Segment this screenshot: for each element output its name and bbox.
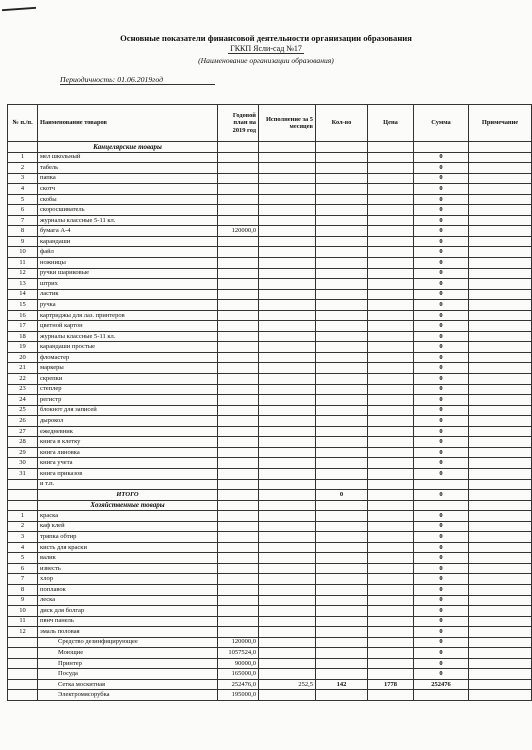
row-sum: 0 xyxy=(414,521,469,532)
annual-plan: 90000,0 xyxy=(218,658,259,669)
row-number: 3 xyxy=(8,173,38,184)
table-row xyxy=(8,426,532,437)
row-sum: 0 xyxy=(414,384,469,395)
annual-plan xyxy=(218,173,259,184)
table-row xyxy=(8,289,532,300)
table-row xyxy=(8,606,532,617)
table-row xyxy=(8,658,532,669)
annual-plan xyxy=(218,289,259,300)
table-row xyxy=(8,173,532,184)
col-sum: Сумма xyxy=(414,105,469,142)
annual-plan xyxy=(218,405,259,416)
row-number: 14 xyxy=(8,289,38,300)
price xyxy=(368,637,414,648)
annual-plan xyxy=(218,342,259,353)
row-number: 12 xyxy=(8,268,38,279)
price xyxy=(368,658,414,669)
annual-plan: 165000,0 xyxy=(218,669,259,680)
item-name: картриджы для лаз. принтеров xyxy=(38,310,218,321)
table-row xyxy=(8,553,532,564)
item-name: поплавок xyxy=(38,584,218,595)
row-number: 12 xyxy=(8,627,38,638)
item-name: маркеры xyxy=(38,363,218,374)
row-number: 6 xyxy=(8,205,38,216)
table-row xyxy=(8,163,532,174)
annual-plan xyxy=(218,416,259,427)
row-sum: 0 xyxy=(414,458,469,469)
annual-plan xyxy=(218,437,259,448)
row-sum: 0 xyxy=(414,584,469,595)
table-row xyxy=(8,416,532,427)
table-row xyxy=(8,637,532,648)
row-number: 22 xyxy=(8,374,38,385)
table-row xyxy=(8,521,532,532)
row-sum: 0 xyxy=(414,289,469,300)
row-sum: 0 xyxy=(414,279,469,290)
row-number: 1 xyxy=(8,511,38,522)
item-name: книга учета xyxy=(38,458,218,469)
row-sum: 0 xyxy=(414,405,469,416)
row-sum: 252476 xyxy=(414,679,469,690)
row-number: 7 xyxy=(8,215,38,226)
item-name: книга в клетку xyxy=(38,437,218,448)
item-name: карандаши xyxy=(38,236,218,247)
row-number: 5 xyxy=(8,194,38,205)
table-row xyxy=(8,194,532,205)
item-name: известь xyxy=(38,563,218,574)
item-name: книга приказов xyxy=(38,468,218,479)
annual-plan xyxy=(218,236,259,247)
item-name: каф клей xyxy=(38,521,218,532)
item-name: скобы xyxy=(38,194,218,205)
table-row xyxy=(8,321,532,332)
etc-label: и т.п. xyxy=(38,479,218,490)
item-name: ручка xyxy=(38,300,218,311)
periodicity: Периодичность: 01.06.2019год xyxy=(60,75,215,85)
item-name: диск для болгар xyxy=(38,606,218,617)
table-row xyxy=(8,574,532,585)
row-sum: 0 xyxy=(414,553,469,564)
table-row xyxy=(8,437,532,448)
row-sum: 0 xyxy=(414,247,469,258)
row-sum: 0 xyxy=(414,342,469,353)
item-name: валик xyxy=(38,553,218,564)
annual-plan xyxy=(218,352,259,363)
row-number: 16 xyxy=(8,310,38,321)
row-sum: 0 xyxy=(414,163,469,174)
row-number: 7 xyxy=(8,574,38,585)
row-number: 2 xyxy=(8,521,38,532)
table-row xyxy=(8,374,532,385)
row-sum: 0 xyxy=(414,447,469,458)
annual-plan xyxy=(218,310,259,321)
annual-plan: 120000,0 xyxy=(218,226,259,237)
row-number: 8 xyxy=(8,226,38,237)
item-name: пвнч панель xyxy=(38,616,218,627)
table-row xyxy=(8,279,532,290)
total-row xyxy=(8,490,532,501)
table-row xyxy=(8,258,532,269)
row-sum: 0 xyxy=(414,648,469,659)
item-name: Принтер xyxy=(38,658,218,669)
quantity xyxy=(316,648,368,659)
table-row xyxy=(8,627,532,638)
col-note: Примечание xyxy=(469,105,532,142)
table-row xyxy=(8,268,532,279)
table-row xyxy=(8,679,532,690)
row-number: 31 xyxy=(8,468,38,479)
row-sum: 0 xyxy=(414,627,469,638)
annual-plan xyxy=(218,447,259,458)
col-plan: Годовой план на 2019 год xyxy=(218,105,259,142)
row-number: 24 xyxy=(8,395,38,406)
annual-plan xyxy=(218,194,259,205)
row-sum: 0 xyxy=(414,511,469,522)
table-row xyxy=(8,236,532,247)
annual-plan xyxy=(218,300,259,311)
annual-plan xyxy=(218,184,259,195)
row-number: 5 xyxy=(8,553,38,564)
row-sum: 0 xyxy=(414,563,469,574)
item-name: штрих xyxy=(38,279,218,290)
annual-plan xyxy=(218,268,259,279)
row-number: 15 xyxy=(8,300,38,311)
col-qty: Кол-во xyxy=(316,105,368,142)
annual-plan xyxy=(218,384,259,395)
section-header xyxy=(8,142,532,153)
execution xyxy=(259,690,316,701)
table-row xyxy=(8,468,532,479)
item-name: тряпка обтир xyxy=(38,532,218,543)
row-sum: 0 xyxy=(414,374,469,385)
item-name: ножницы xyxy=(38,258,218,269)
row-sum: 0 xyxy=(414,152,469,163)
item-name: эмаль половая xyxy=(38,627,218,638)
item-name: Сетка москитная xyxy=(38,679,218,690)
price xyxy=(368,690,414,701)
row-sum: 0 xyxy=(414,321,469,332)
row-sum: 0 xyxy=(414,669,469,680)
row-number: 11 xyxy=(8,616,38,627)
annual-plan: 195000,0 xyxy=(218,690,259,701)
table-row xyxy=(8,310,532,321)
organization-name: ГККП Ясли-сад №17 xyxy=(230,44,302,53)
table-row xyxy=(8,300,532,311)
annual-plan xyxy=(218,258,259,269)
row-sum: 0 xyxy=(414,300,469,311)
table-row xyxy=(8,184,532,195)
row-sum: 0 xyxy=(414,468,469,479)
row-sum: 0 xyxy=(414,258,469,269)
execution xyxy=(259,648,316,659)
row-sum: 0 xyxy=(414,606,469,617)
etc-row xyxy=(8,479,532,490)
table-row xyxy=(8,584,532,595)
annual-plan xyxy=(218,363,259,374)
row-sum: 0 xyxy=(414,236,469,247)
item-name: ручки шариковые xyxy=(38,268,218,279)
table-row xyxy=(8,363,532,374)
row-number: 3 xyxy=(8,532,38,543)
item-name: дырокол xyxy=(38,416,218,427)
col-price: Цена xyxy=(368,105,414,142)
row-sum: 0 xyxy=(414,637,469,648)
table-row xyxy=(8,405,532,416)
quantity xyxy=(316,690,368,701)
item-name: фломастер xyxy=(38,352,218,363)
table-row xyxy=(8,690,532,701)
item-name: Электромясорубка xyxy=(38,690,218,701)
item-name: Посуда xyxy=(38,669,218,680)
item-name: цветной картон xyxy=(38,321,218,332)
row-number: 10 xyxy=(8,606,38,617)
row-number: 4 xyxy=(8,542,38,553)
financial-table xyxy=(7,104,532,701)
row-number: 29 xyxy=(8,447,38,458)
row-number: 6 xyxy=(8,563,38,574)
row-sum: 0 xyxy=(414,268,469,279)
row-sum: 0 xyxy=(414,173,469,184)
item-name: файл xyxy=(38,247,218,258)
table-row xyxy=(8,152,532,163)
col-exec: Исполнение за 5 месяцев xyxy=(259,105,316,142)
annual-plan: 120000,0 xyxy=(218,637,259,648)
row-number: 30 xyxy=(8,458,38,469)
annual-plan xyxy=(218,458,259,469)
table-row xyxy=(8,511,532,522)
price xyxy=(368,669,414,680)
table-row xyxy=(8,616,532,627)
row-sum: 0 xyxy=(414,226,469,237)
row-number: 28 xyxy=(8,437,38,448)
annual-plan xyxy=(218,374,259,385)
table-row xyxy=(8,247,532,258)
row-number: 19 xyxy=(8,342,38,353)
quantity xyxy=(316,658,368,669)
total-qty: 0 xyxy=(316,490,368,501)
item-name: карандаши простые xyxy=(38,342,218,353)
row-sum: 0 xyxy=(414,574,469,585)
annual-plan xyxy=(218,321,259,332)
row-sum: 0 xyxy=(414,184,469,195)
quantity xyxy=(316,637,368,648)
item-name: книга линовка xyxy=(38,447,218,458)
item-name: кисть для краски xyxy=(38,542,218,553)
section-title: Хозяйственные товары xyxy=(38,500,218,511)
table-row xyxy=(8,215,532,226)
row-sum: 0 xyxy=(414,426,469,437)
table-row xyxy=(8,563,532,574)
row-sum: 0 xyxy=(414,658,469,669)
row-number: 8 xyxy=(8,584,38,595)
col-name: Наименование товаров xyxy=(38,105,218,142)
row-sum: 0 xyxy=(414,205,469,216)
table-row xyxy=(8,532,532,543)
row-number: 2 xyxy=(8,163,38,174)
section-header xyxy=(8,500,532,511)
item-name: ластик xyxy=(38,289,218,300)
section-title: Канцелярские товары xyxy=(38,142,218,153)
table-row xyxy=(8,447,532,458)
organization-caption: (Наименование организации образования) xyxy=(198,56,334,65)
item-name: Средство дезинфицирующее xyxy=(38,637,218,648)
row-number: 9 xyxy=(8,595,38,606)
row-sum xyxy=(414,690,469,701)
table-row xyxy=(8,226,532,237)
execution xyxy=(259,637,316,648)
table-row xyxy=(8,384,532,395)
item-name: Моющие xyxy=(38,648,218,659)
price: 1778 xyxy=(368,679,414,690)
total-sum: 0 xyxy=(414,490,469,501)
row-sum: 0 xyxy=(414,437,469,448)
item-name: журналы классные 5-11 кл. xyxy=(38,215,218,226)
table-row xyxy=(8,352,532,363)
execution xyxy=(259,658,316,669)
table-row xyxy=(8,342,532,353)
row-number: 1 xyxy=(8,152,38,163)
price xyxy=(368,648,414,659)
row-sum: 0 xyxy=(414,194,469,205)
row-number: 13 xyxy=(8,279,38,290)
item-name: степлер xyxy=(38,384,218,395)
annual-plan xyxy=(218,152,259,163)
item-name: хлор xyxy=(38,574,218,585)
total-label: ИТОГО xyxy=(38,490,218,501)
row-number: 27 xyxy=(8,426,38,437)
row-number: 10 xyxy=(8,247,38,258)
item-name: блокнот для записей xyxy=(38,405,218,416)
quantity: 142 xyxy=(316,679,368,690)
table-row xyxy=(8,595,532,606)
item-name: краска xyxy=(38,511,218,522)
item-name: леска xyxy=(38,595,218,606)
row-number: 26 xyxy=(8,416,38,427)
table-body xyxy=(8,142,532,701)
table-row xyxy=(8,669,532,680)
row-sum: 0 xyxy=(414,395,469,406)
annual-plan xyxy=(218,163,259,174)
item-name: бумага А-4 xyxy=(38,226,218,237)
quantity xyxy=(316,669,368,680)
item-name: мел школьный xyxy=(38,152,218,163)
row-sum: 0 xyxy=(414,215,469,226)
row-sum: 0 xyxy=(414,363,469,374)
row-sum: 0 xyxy=(414,532,469,543)
annual-plan: 252476,0 xyxy=(218,679,259,690)
pen-mark xyxy=(2,7,36,11)
item-name: табель xyxy=(38,163,218,174)
row-sum: 0 xyxy=(414,331,469,342)
item-name: регистр xyxy=(38,395,218,406)
row-number: 9 xyxy=(8,236,38,247)
execution xyxy=(259,669,316,680)
table-header-row xyxy=(8,105,532,142)
row-sum: 0 xyxy=(414,595,469,606)
row-sum: 0 xyxy=(414,542,469,553)
document-title: Основные показатели финансовой деятельности организации образования xyxy=(120,33,412,43)
col-number: № п./п. xyxy=(8,105,38,142)
annual-plan xyxy=(218,331,259,342)
item-name: ежедневник xyxy=(38,426,218,437)
row-sum: 0 xyxy=(414,352,469,363)
table-row xyxy=(8,395,532,406)
table-row xyxy=(8,458,532,469)
annual-plan xyxy=(218,395,259,406)
annual-plan xyxy=(218,247,259,258)
row-number: 17 xyxy=(8,321,38,332)
annual-plan xyxy=(218,468,259,479)
table-row xyxy=(8,542,532,553)
row-number: 4 xyxy=(8,184,38,195)
row-sum: 0 xyxy=(414,616,469,627)
annual-plan xyxy=(218,426,259,437)
item-name: журналы классные 5-11 кл. xyxy=(38,331,218,342)
row-number: 20 xyxy=(8,352,38,363)
annual-plan: 1057524,0 xyxy=(218,648,259,659)
item-name: скоросшиватель xyxy=(38,205,218,216)
annual-plan xyxy=(218,279,259,290)
item-name: скотч xyxy=(38,184,218,195)
annual-plan xyxy=(218,215,259,226)
row-number: 25 xyxy=(8,405,38,416)
row-number: 21 xyxy=(8,363,38,374)
row-sum: 0 xyxy=(414,310,469,321)
table-row xyxy=(8,331,532,342)
row-number: 11 xyxy=(8,258,38,269)
item-name: папка xyxy=(38,173,218,184)
table-row xyxy=(8,205,532,216)
item-name: скрепки xyxy=(38,374,218,385)
annual-plan xyxy=(218,205,259,216)
row-sum: 0 xyxy=(414,416,469,427)
row-number: 23 xyxy=(8,384,38,395)
row-number: 18 xyxy=(8,331,38,342)
table-row xyxy=(8,648,532,659)
execution: 252,5 xyxy=(259,679,316,690)
